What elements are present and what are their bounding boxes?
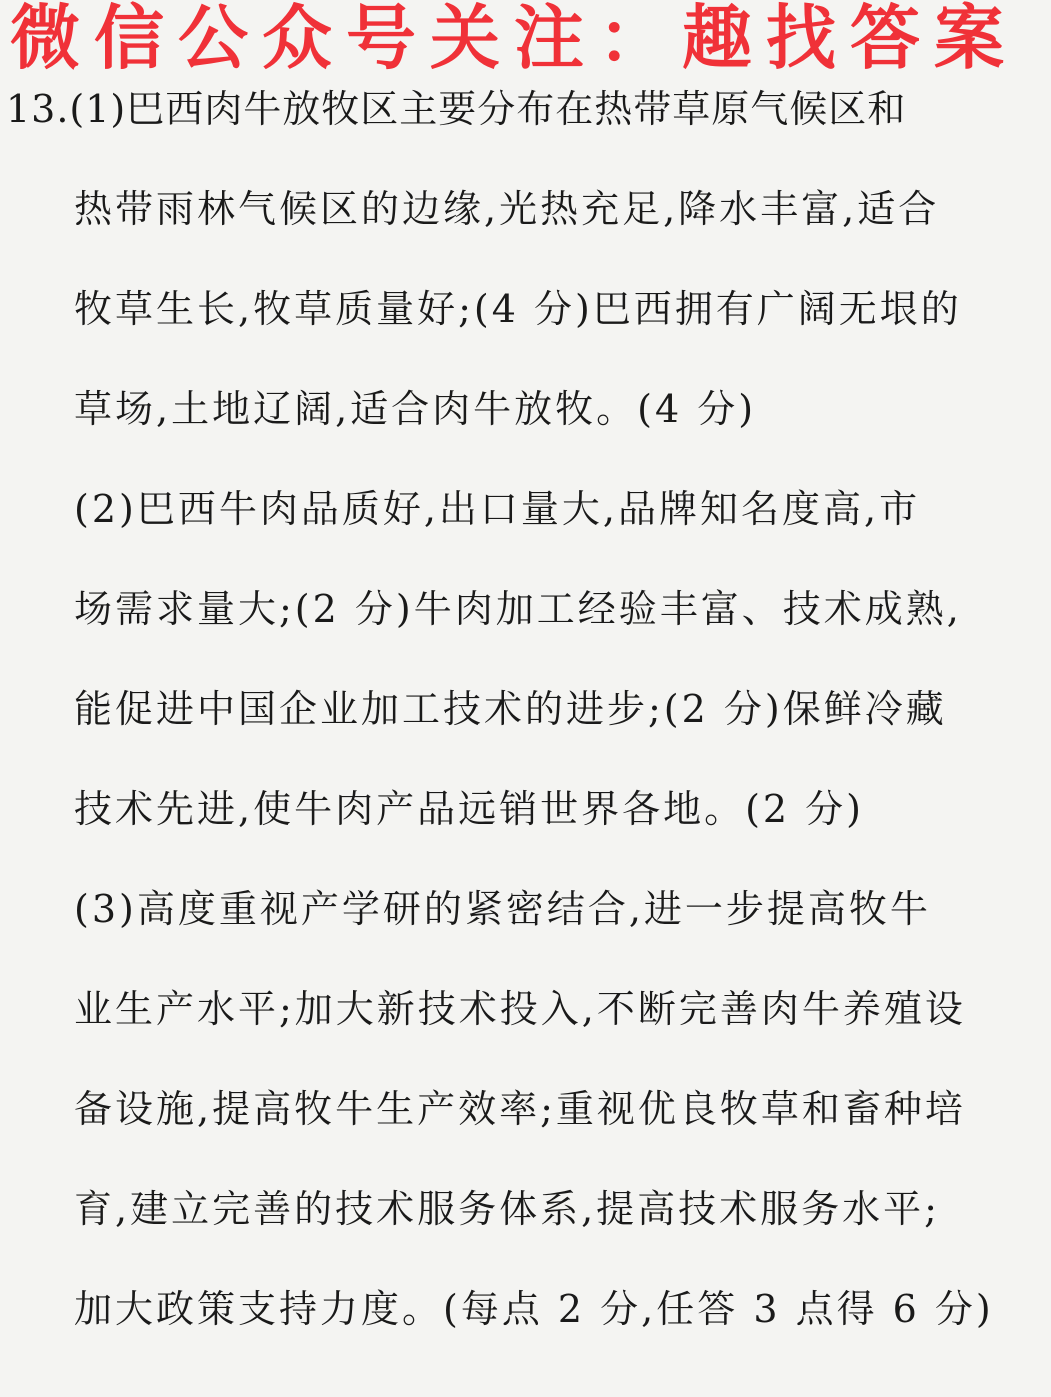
answer-line-3: 牧草生长,牧草质量好;(4 分)巴西拥有广阔无垠的 — [74, 287, 962, 331]
answer-line-11: 备设施,提高牧牛生产效率;重视优良牧草和畜种培 — [74, 1087, 966, 1131]
answer-line-9: (3)高度重视产学研的紧密结合,进一步提高牧牛 — [74, 887, 931, 931]
answer-line-12: 育,建立完善的技术服务体系,提高技术服务水平; — [74, 1187, 940, 1231]
answer-line-8: 技术先进,使牛肉产品远销世界各地。(2 分) — [74, 787, 864, 831]
watermark-text: 微信公众号关注：趣找答案 — [10, 0, 1018, 79]
answer-line-7: 能促进中国企业加工技术的进步;(2 分)保鲜冷藏 — [74, 687, 947, 731]
answer-line-4: 草场,土地辽阔,适合肉牛放牧。(4 分) — [74, 387, 757, 431]
answer-line-13: 加大政策支持力度。(每点 2 分,任答 3 点得 6 分) — [74, 1287, 994, 1331]
answer-line-6: 场需求量大;(2 分)牛肉加工经验丰富、技术成熟, — [74, 587, 962, 631]
answer-line-10: 业生产水平;加大新技术投入,不断完善肉牛养殖设 — [74, 987, 966, 1031]
answer-line-2: 热带雨林气候区的边缘,光热充足,降水丰富,适合 — [74, 187, 940, 231]
answer-line-1: 13.(1)巴西肉牛放牧区主要分布在热带草原气候区和 — [6, 87, 907, 131]
answer-line-5: (2)巴西牛肉品质好,出口量大,品牌知名度高,市 — [74, 487, 921, 531]
